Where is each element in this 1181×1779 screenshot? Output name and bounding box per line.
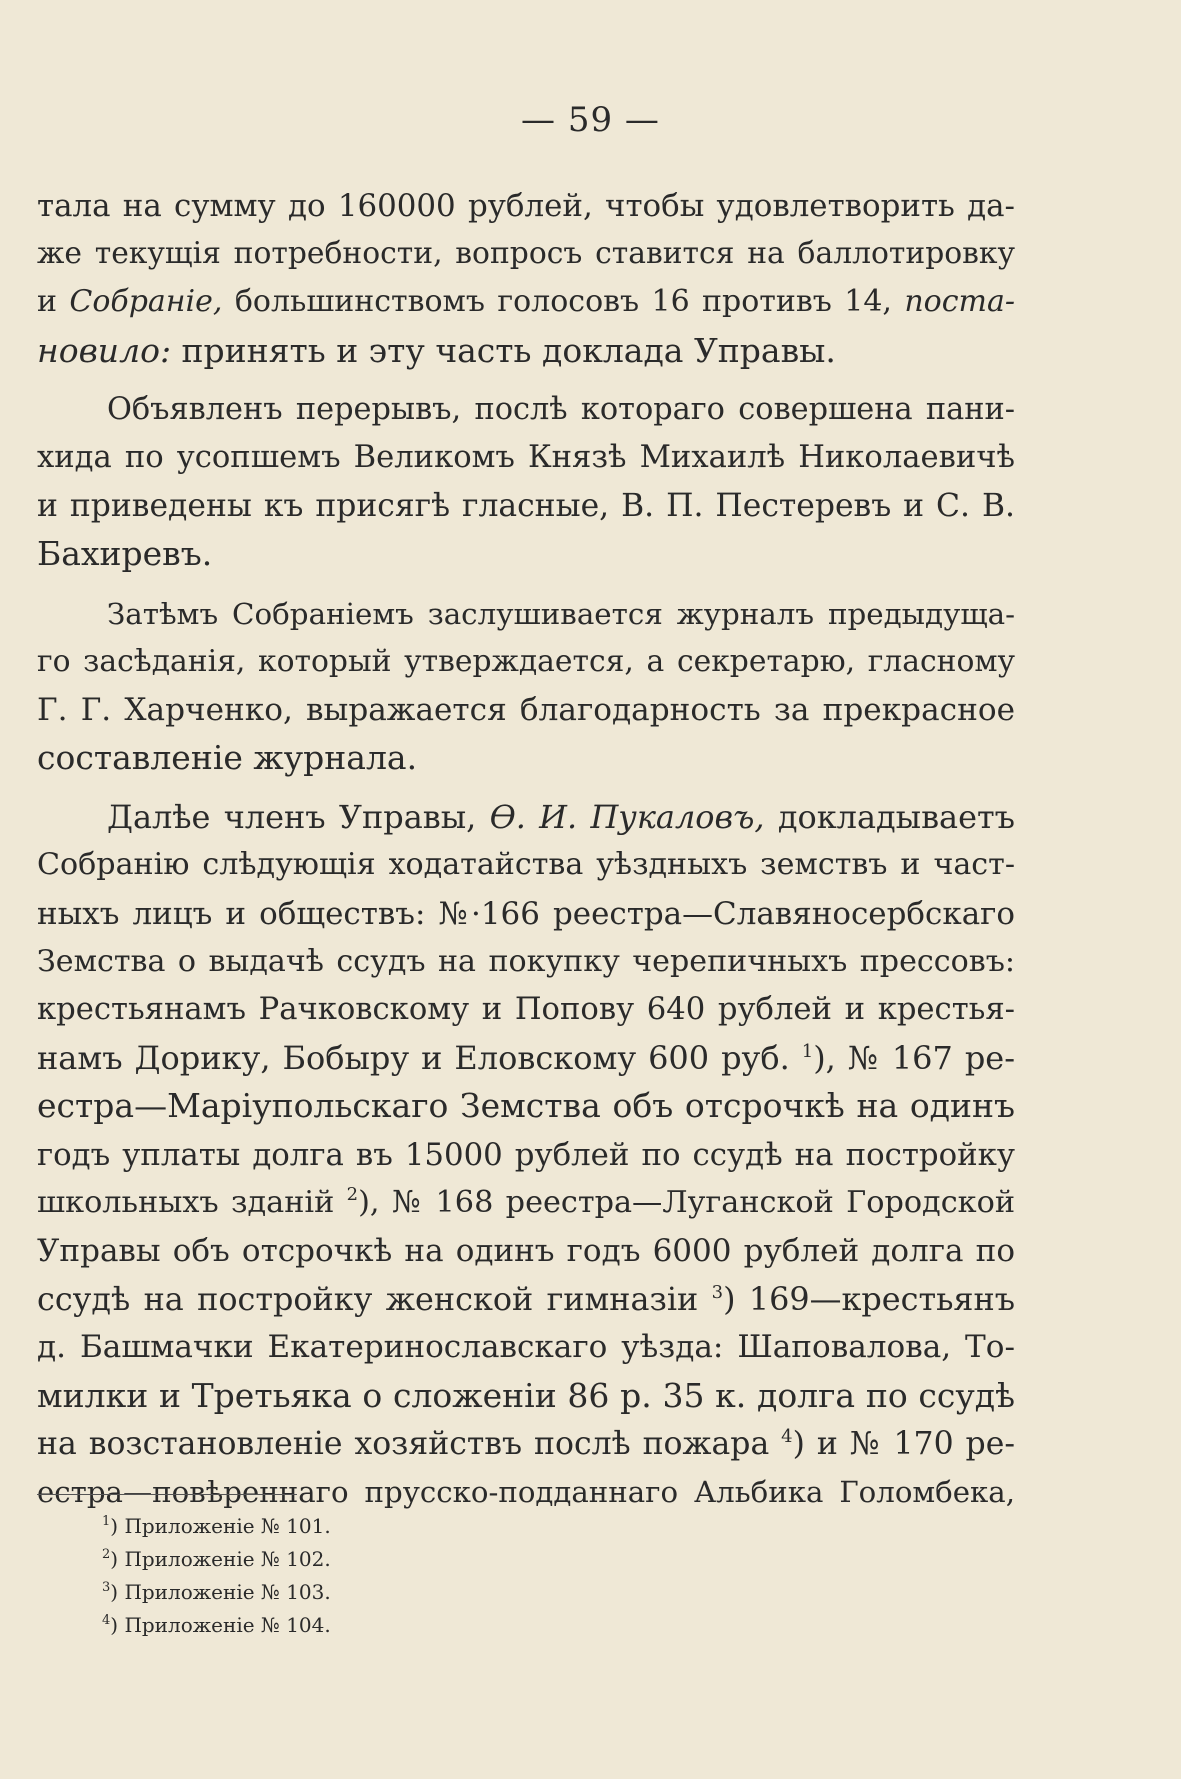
text-line: Управы объ отсрочкѣ на одинъ годъ 6000 рублей долга по	[37, 1232, 1015, 1269]
text-line: милки и Третьяка о сложеніи 86 р. 35 к. долга по ссудѣ	[37, 1375, 1015, 1415]
text-line: ныхъ лицъ и обществъ: №·166 реестра—Славяносербскаго	[37, 895, 1015, 932]
page-number: — 59 —	[521, 100, 660, 140]
footnote-divider	[37, 1494, 297, 1495]
italic-text: новило:	[37, 330, 172, 370]
footnote-ref: 1	[801, 1041, 814, 1063]
text-line: го засѣданія, который утверждается, а секретарю, гласному	[37, 643, 1015, 679]
text-line: на возстановленіе хозяйствъ послѣ пожара $^4$) и № 170 ре-	[37, 1425, 1015, 1462]
text-line: ссудѣ на постройку женской гимназіи $^3$) 169—крестьянъ	[37, 1280, 1015, 1319]
footnote: $^2$) Приложеніе № 102.	[102, 1547, 331, 1571]
text-line: Бахиревъ.	[37, 534, 213, 574]
text-line: годъ уплаты долга въ 15000 рублей по ссудѣ на постройку	[37, 1136, 1015, 1173]
text-line: школьныхъ зданій $^2$), № 168 реестра—Луганской Городской	[37, 1183, 1015, 1220]
text-line: тала на сумму до 160000 рублей, чтобы удовлетворить да-	[37, 188, 1015, 224]
italic-text: поста-	[904, 284, 1015, 320]
footnote: $^1$) Приложеніе № 101.	[102, 1514, 331, 1538]
text-line: новило: принять и эту часть доклада Управы.	[37, 330, 836, 370]
text-line: хида по усопшемъ Великомъ Князѣ Михаилѣ Николаевичѣ	[37, 439, 1015, 475]
text-line: д. Башмачки Екатеринославскаго уѣзда: Шаповалова, То-	[37, 1329, 1015, 1366]
footnote: $^4$) Приложеніе № 104.	[102, 1613, 331, 1637]
text-line: Земства о выдачѣ ссудъ на покупку черепичныхъ прессовъ:	[37, 943, 1015, 979]
text-line: и приведены къ присягѣ гласные, В. П. Пестеревъ и С. В.	[37, 488, 1015, 525]
text-line: крестьянамъ Рачковскому и Попову 640 рублей и крестья-	[37, 992, 1015, 1027]
text-line: Затѣмъ Собраніемъ заслушивается журналъ предыдуща-	[107, 596, 1015, 631]
italic-text: Ѳ. И. Пукаловъ,	[489, 798, 765, 837]
footnote-ref: 3	[711, 1282, 724, 1304]
footnote: $^3$) Приложеніе № 103.	[102, 1580, 331, 1604]
text-line: Далѣе членъ Управы, Ѳ. И. Пукаловъ, докладываетъ	[107, 798, 1015, 837]
text-line: Собранію слѣдующія ходатайства уѣздныхъ земствъ и част-	[37, 847, 1015, 883]
text-line: Г. Г. Харченко, выражается благодарность за прекрасное	[37, 691, 1015, 728]
text-line: же текущія потребности, вопросъ ставится на баллотировку	[37, 236, 1015, 272]
text-line: естра—повѣреннаго прусско-подданнаго Альбика Голомбека,	[37, 1474, 1015, 1509]
italic-text: Собраніе,	[69, 284, 223, 320]
footnote-ref: 2	[346, 1183, 359, 1205]
text-line: Объявленъ перерывъ, послѣ котораго совершена пани-	[107, 391, 1015, 427]
text-line: намъ Дорику, Бобыру и Еловскому 600 руб. $^1$), № 167 ре-	[37, 1039, 1016, 1078]
footnote-ref: 4	[781, 1425, 793, 1447]
footnotes	[102, 1510, 331, 1642]
body-text	[37, 182, 1015, 1516]
text-line: и Собраніе, большинствомъ голосовъ 16 противъ 14, поста-	[37, 284, 1015, 320]
text-line: составленіе журнала.	[37, 738, 418, 778]
text-line: естра—Маріупольскаго Земства объ отсрочкѣ на одинъ	[37, 1086, 1015, 1126]
